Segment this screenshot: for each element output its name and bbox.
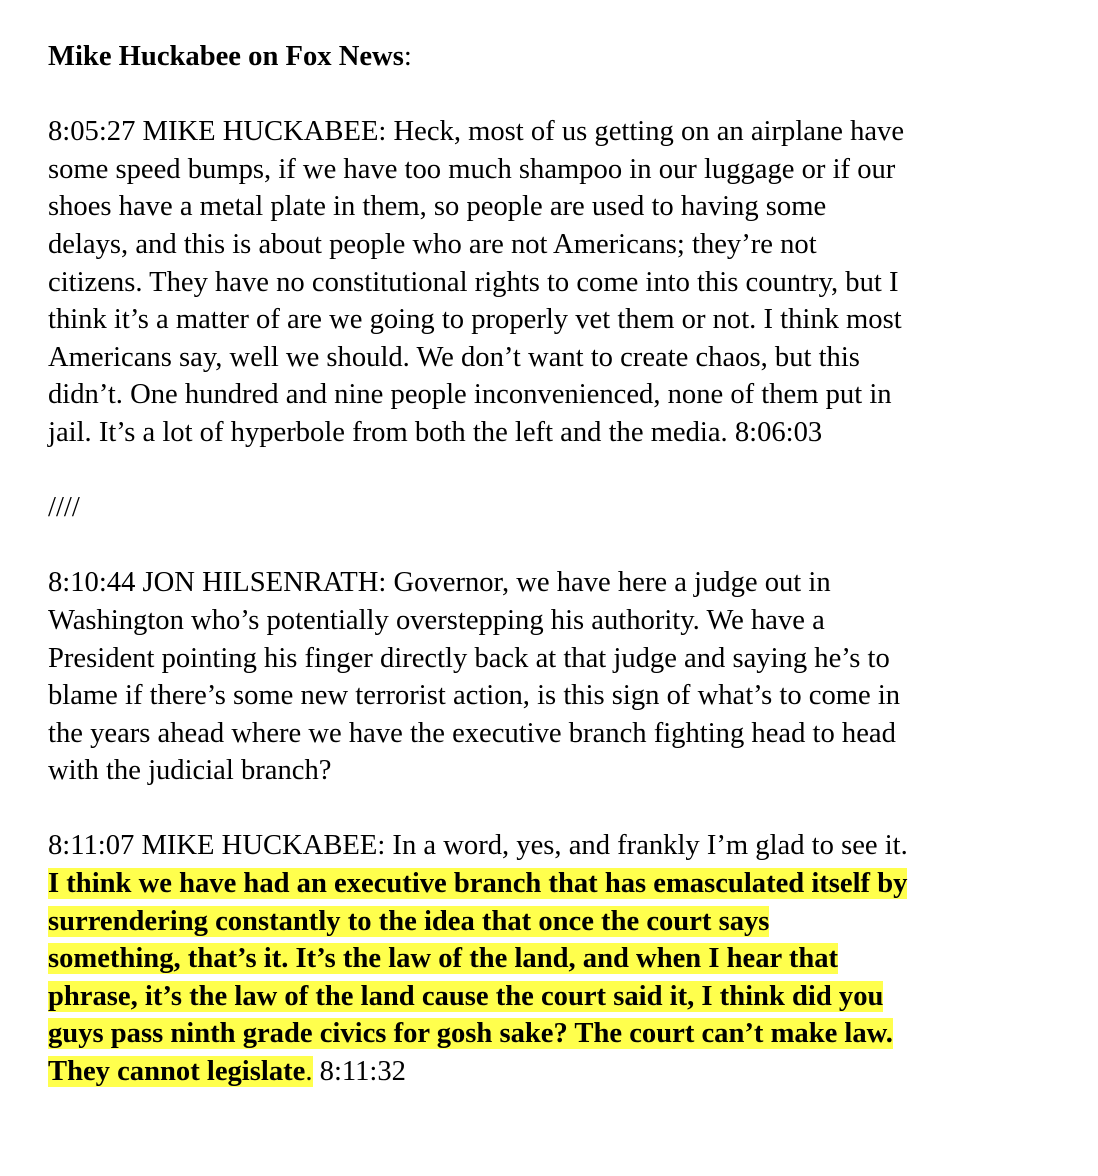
text-line: blame if there’s some new terrorist action, is this sign of what’s to come in — [48, 680, 901, 712]
highlighted-line — [48, 1053, 1058, 1091]
transcript-document — [48, 38, 1058, 1091]
highlighted-text: phrase, it’s the law of the land cause the court said it, I think did you — [48, 980, 884, 1012]
text-line: 8:11:07 MIKE HUCKABEE: In a word, yes, and frankly I’m glad to see it. — [48, 830, 908, 862]
text-line: the years ahead where we have the executive branch fighting head to head — [48, 717, 896, 749]
text-line: some speed bumps, if we have too much shampoo in our luggage or if our — [48, 153, 896, 185]
highlighted-line — [48, 1015, 1058, 1053]
paragraph-hilsenrath — [48, 564, 1058, 790]
highlighted-line — [48, 903, 1058, 941]
highlighted-line — [48, 865, 1058, 903]
text-line: 8:10:44 JON HILSENRATH: Governor, we have here a judge out in — [48, 567, 831, 599]
text-line: with the judicial branch? — [48, 755, 332, 787]
document-heading — [48, 38, 1058, 76]
heading-title: Mike Huckabee on Fox News — [48, 41, 404, 72]
highlighted-text: something, that’s it. It’s the law of the land, and when I hear that — [48, 943, 839, 975]
text-line: didn’t. One hundred and nine people inconvenienced, none of them put in — [48, 379, 892, 411]
spacer — [48, 76, 1058, 114]
text-line: President pointing his finger directly back at that judge and saying he’s to — [48, 642, 890, 674]
highlighted-text: guys pass ninth grade civics for gosh sake? The court can’t make law. — [48, 1018, 893, 1050]
text-line: delays, and this is about people who are not Americans; they’re not — [48, 228, 817, 260]
highlighted-line — [48, 940, 1058, 978]
text-line: Washington who’s potentially overstepping his authority. We have a — [48, 604, 825, 636]
text-line: jail. It’s a lot of hyperbole from both the left and the media. 8:06:03 — [48, 416, 823, 448]
timestamp-end: 8:11:32 — [312, 1056, 406, 1088]
text-line: 8:05:27 MIKE HUCKABEE: Heck, most of us getting on an airplane have — [48, 116, 905, 148]
text-line: shoes have a metal plate in them, so people are used to having some — [48, 191, 827, 223]
section-separator: //// — [48, 492, 80, 524]
text-line: citizens. They have no constitutional rights to come into this country, but I — [48, 266, 899, 298]
spacer — [48, 790, 1058, 828]
highlighted-text: They cannot legislate — [48, 1056, 306, 1088]
paragraph-huckabee-2 — [48, 827, 1058, 1090]
heading-colon: : — [403, 41, 412, 72]
highlighted-text: surrendering constantly to the idea that once the court says — [48, 905, 770, 937]
highlighted-text: I think we have had an executive branch that has emasculated itself by — [48, 868, 908, 900]
highlighted-period: . — [305, 1056, 313, 1088]
spacer — [48, 452, 1058, 490]
text-line: think it’s a matter of are we going to properly vet them or not. I think most — [48, 304, 902, 336]
text-line: Americans say, well we should. We don’t want to create chaos, but this — [48, 341, 860, 373]
highlighted-line — [48, 978, 1058, 1016]
paragraph-huckabee-1 — [48, 113, 1058, 451]
spacer — [48, 527, 1058, 565]
